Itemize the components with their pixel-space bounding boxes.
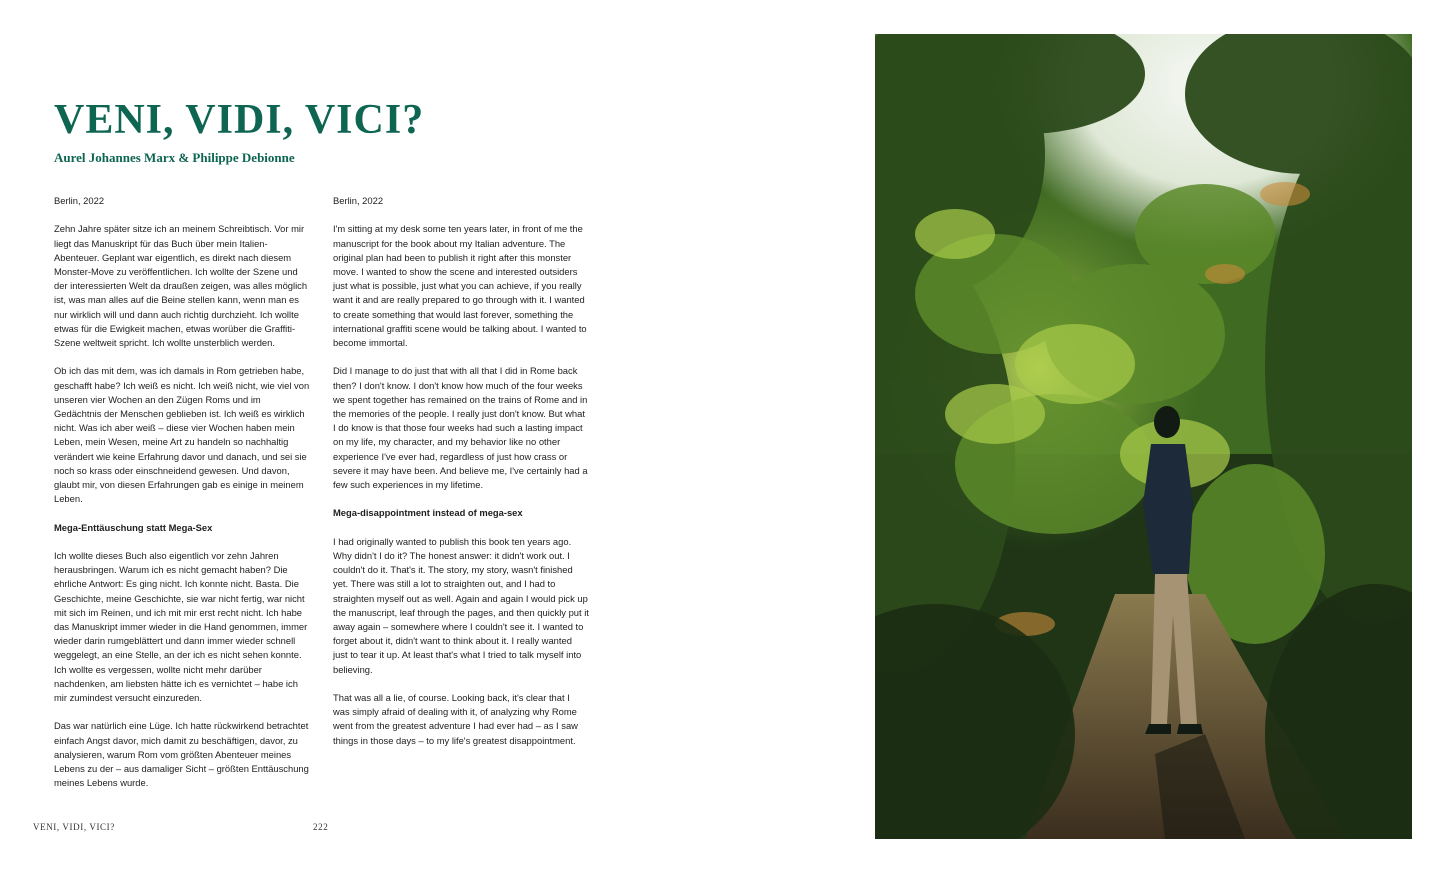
german-paragraph-4: Das war natürlich eine Lüge. Ich hatte rückwirkend betrachtet einfach Angst davor, mich damit zu beschäftigen, davor, zu analysieren, warum Rom vom größten Abenteuer meines Lebens zu der – aus damaliger Sicht – größten Enttäuschung meines Lebens wurde. <box>54 720 309 789</box>
english-text-column <box>333 194 589 762</box>
english-paragraph-2: Did I manage to do just that with all that I did in Rome back then? I don't know. I don't know how much of the four weeks we spent together has remained on the trains of Rome and in the memories of the people. I really just don't know. But what I do know is that those four weeks had such a lasting impact on my life, my character, and my behavior like no other experience I've ever had, regardless of just how crass or severe it may have been. And believe me, I've certainly had a few such experiences in my lifetime. <box>333 365 588 491</box>
english-paragraph-3: I had originally wanted to publish this book ten years ago. Why didn't I do it? The honest answer: it didn't work out. I couldn't do it. That's it. The story, my story, wasn't finished yet. There was still a lot to straighten out, and I had to straighten myself out as well. Again and again I would pick up the manuscript, leaf through the pages, and then quickly put it away again – somewhere where I couldn't see it. I wanted to forget about it, didn't want to think about it. I really wanted just to tear it up. At least that's what I tried to talk myself into believing. <box>333 535 589 675</box>
german-text-column <box>54 194 310 805</box>
english-place-date: Berlin, 2022 <box>333 195 384 206</box>
footer-page-number: 222 <box>313 822 329 832</box>
german-subheading: Mega-Enttäuschung statt Mega-Sex <box>54 521 213 533</box>
english-paragraph-4: That was all a lie, of course. Looking back, it's clear that I was simply afraid of dealing with it, of analyzing why Rome went from the greatest adventure I had ever had – as I saw things in those days – to my life's greatest disappointment. <box>333 692 578 746</box>
german-paragraph-3: Ich wollte dieses Buch also eigentlich vor zehn Jahren herausbringen. Warum ich es nicht gemacht haben? Die ehrliche Antwort: Es ging nicht. Ich konnte nicht. Basta. Die Geschichte, meine Geschichte, sie war nicht fertig, war nicht mit sich im Reinen, und ich mit mir erst recht nicht. Ich habe das Manuskript immer wieder in die Hand genommen, immer wieder darin rumgeblättert und dann immer wieder schnell weggelegt, an eine Stelle, an der ich es nicht sehen konnte. Ich wollte es vergessen, wollte nicht mehr darüber nachdenken, am liebsten hätte ich es vernichtet – habe ich mir zumindest versucht einzureden. <box>54 550 308 704</box>
german-place-date: Berlin, 2022 <box>54 195 105 206</box>
forest-illustration <box>875 34 1412 839</box>
article-title: VENI, VIDI, VICI? <box>54 97 425 143</box>
forest-photo <box>875 34 1412 839</box>
english-subheading: Mega-disappointment instead of mega-sex <box>333 507 523 519</box>
german-paragraph-2: Ob ich das mit dem, was ich damals in Rom getrieben habe, geschafft habe? Ich weiß es nicht. Ich weiß nicht, wie viel von unseren vier Wochen an den Zügen Roms und im Gedächtnis der Menschen geblieben ist. Ich weiß es wirklich nicht. Was ich aber weiß – diese vier Wochen haben mein Leben, mein Wesen, meine Art zu handeln so nachhaltig verändert wie keine Erfahrung davor und danach, und sei sie noch so krass oder einschneidend gewesen. Und davon, glaubt mir, von diesen Erfahrungen gab es einige in meinem Leben. <box>54 365 310 505</box>
german-paragraph-1: Zehn Jahre später sitze ich an meinem Schreibtisch. Vor mir liegt das Manuskript für das Buch über mein Italien-Abenteuer. Geplant war eigentlich, es direkt nach diesem Monster-Move zu veröffentlichen. Ich wollte der Szene und der interessierten Welt da draußen zeigen, was alles möglich ist, was man alles auf die Beine stellen kann, wenn man es nur wirklich will und dann auch richtig durchzieht. Ich wollte etwas für die Ewigkeit machen, etwas worüber die Graffiti-Szene weltweit spricht. Ich wollte unsterblich werden. <box>54 223 308 349</box>
article-authors: Aurel Johannes Marx & Philippe Debionne <box>54 150 295 165</box>
english-paragraph-1: I'm sitting at my desk some ten years later, in front of me the manuscript for the book about my Italian adventure. The original plan had been to publish it right after this monster move. I wanted to show the scene and interested outsiders just what is possible, just what you can achieve, if you really want it and are really prepared to go through with it. I wanted to create something that would last forever, something the international graffiti scene would be talking about. I wanted to become immortal. <box>333 223 587 349</box>
footer-running-title: VENI, VIDI, VICI? <box>33 822 115 832</box>
